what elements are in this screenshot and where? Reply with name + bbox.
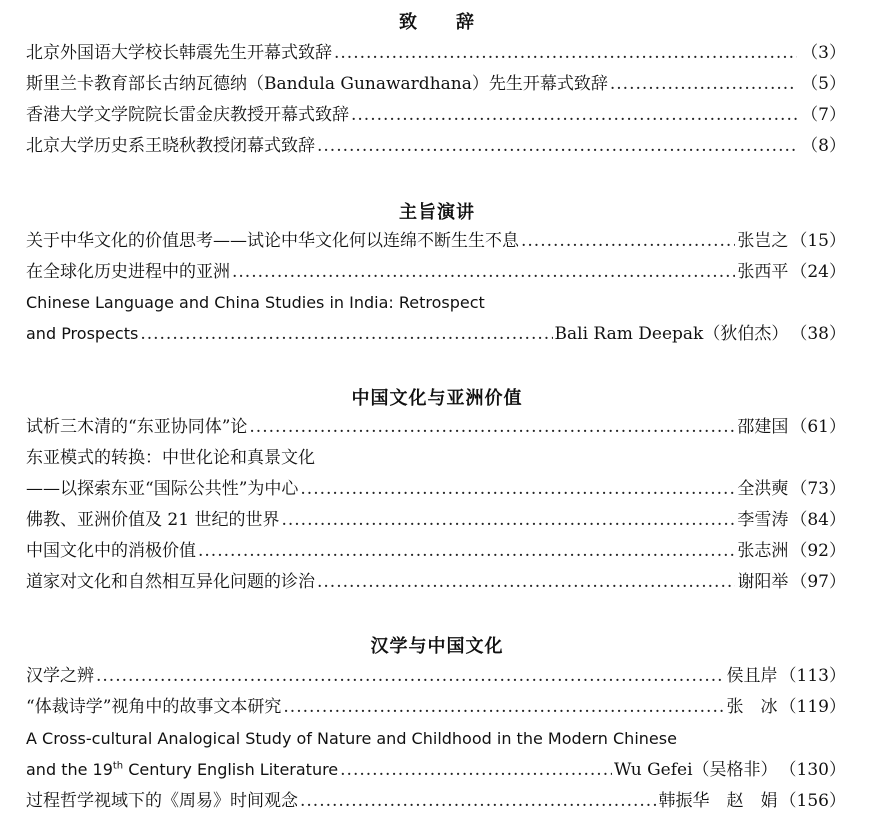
section-title-keynotes: 主旨演讲 [399,202,475,223]
entry-title: 北京大学历史系王晓秋教授闭幕式致辞 [26,136,315,156]
leader-dots [317,133,797,159]
entry-author: 张西平 [737,262,789,282]
toc-entry[interactable] [26,788,846,814]
leader-dots [300,788,657,814]
toc-entry[interactable] [26,757,846,783]
entry-title: 关于中华文化的价值思考——试论中华文化何以连绵不断生生不息 [26,231,519,251]
entry-author: 谢阳举 [737,572,789,592]
entry-page: （84） [790,510,846,530]
leader-dots [232,259,735,285]
entry-page: （38） [790,324,846,344]
entry-page: （24） [790,262,846,282]
entry-title: 试析三木清的“东亚协同体”论 [26,417,248,437]
leader-dots [351,102,797,128]
entry-page: （119） [779,697,846,717]
toc-entry[interactable] [26,569,846,595]
entry-title-line1: 东亚模式的转换：中世化论和真景文化 [26,448,315,468]
toc-entry[interactable] [26,663,846,689]
toc-entry[interactable] [26,321,846,347]
toc-entry[interactable] [26,40,846,66]
entry-title [26,757,338,783]
leader-dots [610,71,797,97]
toc-entry[interactable] [26,507,846,533]
entry-page: （3） [801,43,846,63]
entry-title: and Prospects [26,324,139,343]
entry-title-pre: and the 19 [26,760,113,779]
entry-title: 过程哲学视域下的《周易》时间观念 [26,791,298,811]
entry-page: （130） [779,760,846,780]
entry-author: 张 冰 [726,697,778,717]
toc-entry[interactable] [26,476,846,502]
entry-author: 韩振华 赵 娟 [658,791,778,811]
toc-entry[interactable] [26,414,846,440]
entry-author: 全洪奭 [737,479,789,499]
leader-dots [521,228,735,254]
section-title-sinology: 汉学与中国文化 [370,636,504,657]
leader-dots [198,538,735,564]
entry-title-line1: A Cross-cultural Analogical Study of Nature and Childhood in the Modern Chinese [26,729,677,748]
entry-author: 李雪涛 [737,510,789,530]
toc-entry[interactable] [26,259,846,285]
entry-title-post: Century English Literature [123,760,339,779]
entry-page: （7） [801,105,846,125]
leader-dots [96,663,725,689]
entry-page: （5） [801,74,846,94]
toc-entry[interactable] [26,538,846,564]
leader-dots [140,321,552,347]
entry-title: 中国文化中的消极价值 [26,541,196,561]
leader-dots [283,694,724,720]
entry-author: 张志洲 [737,541,789,561]
entry-title: 北京外国语大学校长韩震先生开幕式致辞 [26,43,332,63]
entry-author: 邵建国 [737,417,789,437]
entry-title: 斯里兰卡教育部长古纳瓦德纳（Bandula Gunawardhana）先生开幕式致辞 [26,74,608,94]
leader-dots [340,757,612,783]
toc-entry[interactable] [26,71,846,97]
toc-entry[interactable] [26,102,846,128]
entry-title: ——以探索东亚“国际公共性”为中心 [26,479,299,499]
entry-page: （15） [790,231,846,251]
entry-page: （92） [790,541,846,561]
leader-dots [249,414,735,440]
entry-title-line1: Chinese Language and China Studies in India: Retrospect [26,293,485,312]
entry-title: 佛教、亚洲价值及 21 世纪的世界 [26,510,280,530]
leader-dots [281,507,735,533]
entry-title: “体裁诗学”视角中的故事文本研究 [26,697,282,717]
toc-entry[interactable] [26,694,846,720]
entry-page: （61） [790,417,846,437]
toc-entry[interactable] [26,228,846,254]
entry-title: 香港大学文学院院长雷金庆教授开幕式致辞 [26,105,349,125]
entry-author: 张岂之 [737,231,789,251]
entry-title-sup: th [112,760,124,772]
section-title-asian-values: 中国文化与亚洲价值 [351,388,523,409]
section-title-speeches: 致 辞 [399,12,475,33]
leader-dots [334,40,797,66]
entry-page: （8） [801,136,846,156]
entry-title: 汉学之辨 [26,666,94,686]
entry-author: Bali Ram Deepak（狄伯杰） [554,324,789,344]
entry-page: （156） [779,791,846,811]
entry-page: （113） [779,666,846,686]
entry-author: 侯且岸 [726,666,778,686]
toc-entry[interactable] [26,133,846,159]
entry-page: （97） [790,572,846,592]
entry-author: Wu Gefei（吴格非） [613,760,778,780]
leader-dots [300,476,735,502]
leader-dots [317,569,735,595]
entry-title: 道家对文化和自然相互异化问题的诊治 [26,572,315,592]
entry-title: 在全球化历史进程中的亚洲 [26,262,230,282]
entry-page: （73） [790,479,846,499]
